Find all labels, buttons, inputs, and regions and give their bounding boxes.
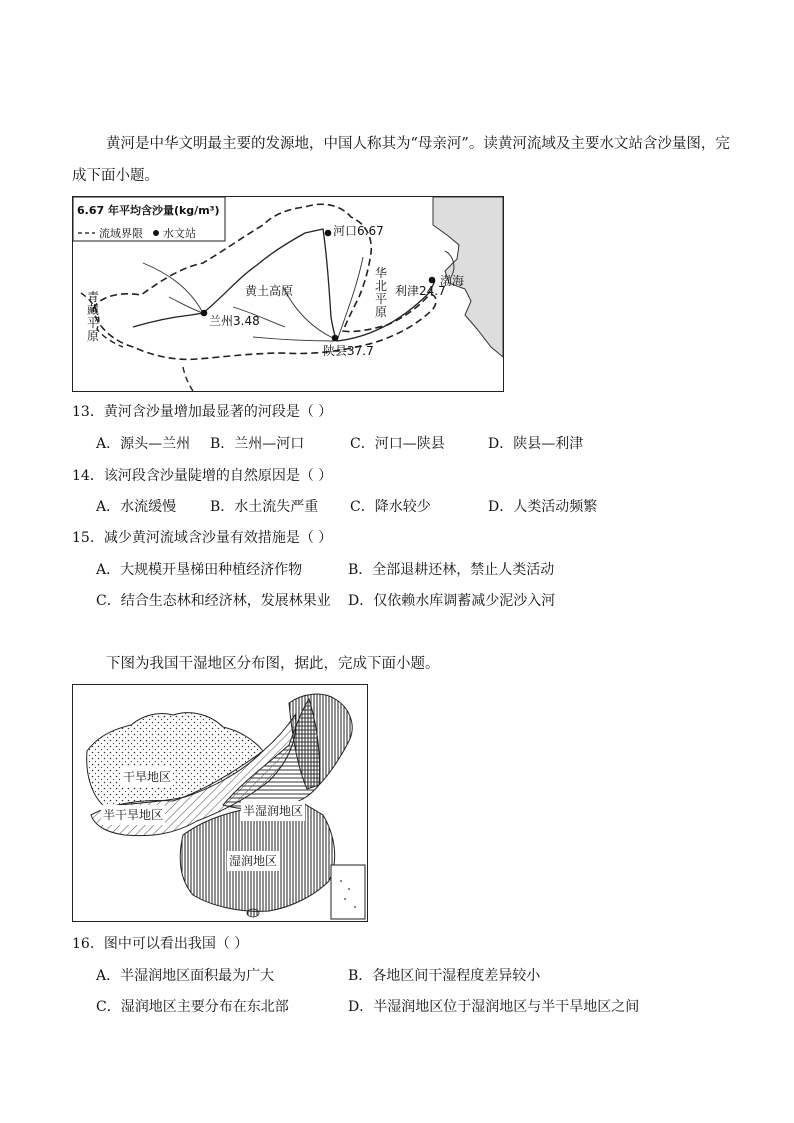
question-16-option-d: D．半湿润地区位于湿润地区与半干旱地区之间: [348, 999, 640, 1015]
question-13-option-b: B．兰州—河口: [210, 436, 305, 452]
label-humid: 湿润地区: [227, 851, 279, 871]
question-14-stem: 14．该河段含沙量陡增的自然原因是（ ）: [72, 468, 333, 484]
question-14-option-a: A．水流缓慢: [96, 499, 177, 515]
question-16-option-b: B．各地区间干湿程度差异较小: [348, 968, 541, 984]
label-huabei: 华北平原: [375, 266, 388, 319]
question-13-option-c: C．河口—陕县: [350, 436, 445, 452]
station-lanzhou-label: 兰州3.48: [209, 314, 260, 328]
question-15-option-d: D．仅依赖水库调蓄减少泥沙入河: [348, 593, 556, 609]
map-legend-boundary: 流域界限: [99, 227, 143, 240]
station-shanxian-label: 陕县37.7: [323, 344, 374, 358]
question-14-option-b: B．水土流失严重: [210, 499, 319, 515]
station-lijin-label: 利津24.7: [395, 284, 446, 298]
question-13-option-a: A．源头—兰州: [96, 436, 191, 452]
question-15-option-c: C．结合生态林和经济林，发展林果业: [96, 593, 331, 609]
yellow-river-map: [72, 196, 504, 392]
question-14-option-c: C．降水较少: [350, 499, 431, 515]
station-lanzhou-dot: [201, 310, 208, 317]
map-legend-title: 6.67 年平均含沙量(kg/m³): [77, 204, 220, 217]
label-bohai: 渤海: [440, 274, 465, 288]
dry-wet-map: [72, 684, 368, 922]
map-legend-station: 水文站: [163, 227, 196, 240]
section2-intro: 下图为我国干湿地区分布图，据此，完成下面小题。: [106, 656, 440, 672]
question-13-stem: 13．黄河含沙量增加最显著的河段是（ ）: [72, 404, 333, 420]
label-qingzang: 青藏平原: [87, 290, 100, 343]
section1-intro: 黄河是中华文明最主要的发源地，中国人称其为“母亲河”。读黄河流域及主要水文站含沙量图，完成下面小题。: [72, 136, 730, 184]
south-china-sea-inset: [331, 865, 365, 919]
question-15-option-b: B．全部退耕还林，禁止人类活动: [348, 562, 555, 578]
question-15-option-a: A．大规模开垦梯田种植经济作物: [96, 562, 303, 578]
question-15-stem: 15．减少黄河流域含沙量有效措施是（ ）: [72, 530, 333, 546]
label-loess-plateau: 黄土高原: [245, 284, 294, 298]
question-13-option-d: D．陕县—利津: [488, 436, 584, 452]
label-semi-humid: 半湿润地区: [241, 801, 305, 821]
label-arid: 干旱地区: [121, 767, 173, 787]
station-hekou-label: 河口6.67: [333, 224, 384, 238]
dry-wet-map-svg: [73, 685, 367, 921]
question-16-option-c: C．湿润地区主要分布在东北部: [96, 999, 289, 1015]
question-14-option-d: D．人类活动频繁: [488, 499, 598, 515]
question-16-option-a: A．半湿润地区面积最为广大: [96, 968, 275, 984]
station-hekou-dot: [325, 230, 332, 237]
label-semi-arid: 半干旱地区: [101, 805, 165, 825]
question-16-stem: 16．图中可以看出我国（ ）: [72, 936, 249, 952]
